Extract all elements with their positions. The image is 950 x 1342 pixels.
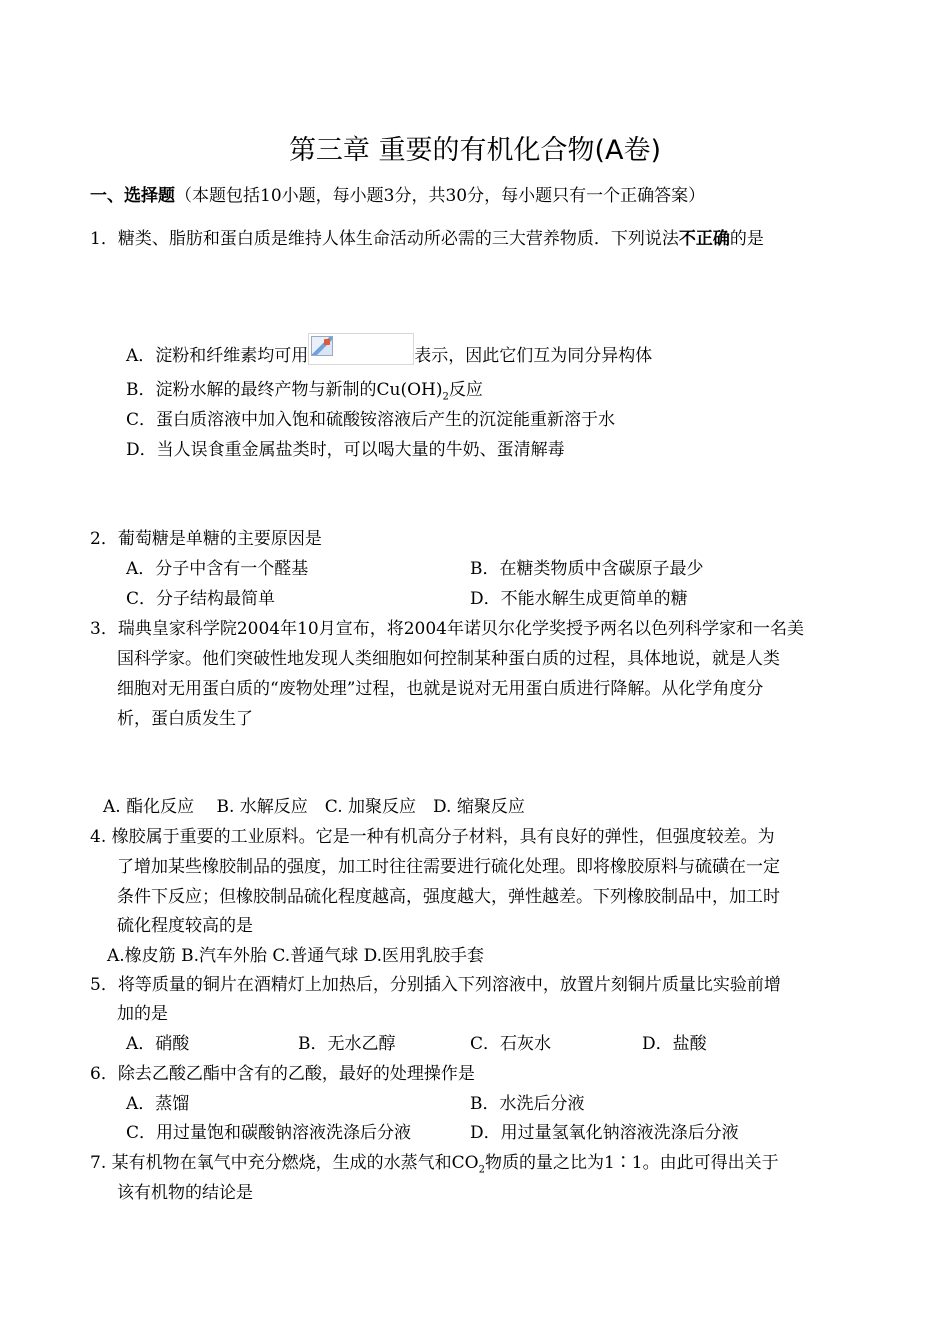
q5-option-b: B．无水乙醇 [298, 1034, 396, 1054]
q3-line-2: 国科学家。他们突破性地发现人类细胞如何控制某种蛋白质的过程，具体地说，就是人类 [117, 649, 780, 669]
q5-option-d: D．盐酸 [642, 1034, 707, 1054]
q6-option-b: B．水洗后分液 [470, 1094, 585, 1114]
q3-line-1: 3．瑞典皇家科学院2004年10月宣布，将2004年诺贝尔化学奖授予两名以色列科学家和一名美 [90, 619, 804, 639]
section-note: （本题包括10小题，每小题3分，共30分，每小题只有一个正确答案） [175, 186, 706, 206]
q5-option-a: A．硝酸 [126, 1034, 190, 1054]
q4-options: A.橡皮筋 B.汽车外胎 C.普通气球 D.医用乳胶手套 [107, 946, 485, 966]
q6-option-a: A．蒸馏 [126, 1094, 190, 1114]
q4-line-2: 了增加某些橡胶制品的强度，加工时往往需要进行硫化处理。即将橡胶原料与硫磺在一定 [117, 857, 780, 877]
q2-option-a: A．分子中含有一个醛基 [126, 559, 309, 579]
q5-line-1: 5．将等质量的铜片在酒精灯上加热后，分别插入下列溶液中，放置片刻铜片质量比实验前增 [90, 975, 781, 995]
q3-options: A. 酯化反应 B. 水解反应 C. 加聚反应 D. 缩聚反应 [103, 797, 525, 817]
q5-option-c: C．石灰水 [470, 1034, 552, 1054]
q6-option-d: D．用过量氢氧化钠溶液洗涤后分液 [470, 1123, 739, 1143]
section-label: 一、选择题 [90, 186, 175, 206]
q1-option-b: B．淀粉水解的最终产物与新制的$Cu(OH)_2$反应 [126, 380, 483, 403]
page-title: 第三章 重要的有机化合物(A卷) [288, 135, 662, 166]
q1-stem: 1．糖类、脂肪和蛋白质是维持人体生命活动所必需的三大营养物质．下列说法不正确的是 [90, 229, 764, 249]
section-heading [90, 186, 705, 206]
q7-line-2: 该有机物的结论是 [117, 1183, 253, 1203]
q3-line-4: 析，蛋白质发生了 [117, 709, 253, 729]
q4-line-1: 4. 橡胶属于重要的工业原料。它是一种有机高分子材料，具有良好的弹性，但强度较差。为 [90, 827, 775, 847]
broken-image-icon [308, 333, 414, 365]
q2-option-b: B．在糖类物质中含碳原子最少 [470, 559, 704, 579]
q4-line-3: 条件下反应；但橡胶制品硫化程度越高，强度越大，弹性越差。下列橡胶制品中，加工时 [117, 887, 780, 907]
q6-option-c: C．用过量饱和碳酸钠溶液洗涤后分液 [126, 1123, 412, 1143]
q4-line-4: 硫化程度较高的是 [117, 916, 253, 936]
q2-stem: 2．葡萄糖是单糖的主要原因是 [90, 529, 322, 549]
q2-option-d: D．不能水解生成更简单的糖 [470, 589, 688, 609]
q3-line-3: 细胞对无用蛋白质的“废物处理”过程，也就是说对无用蛋白质进行降解。从化学角度分 [117, 679, 764, 699]
q1-option-a: A．淀粉和纤维素均可用 表示，因此它们互为同分异构体 [126, 333, 652, 366]
q6-stem: 6．除去乙酸乙酯中含有的乙酸，最好的处理操作是 [90, 1064, 475, 1084]
q2-option-c: C．分子结构最简单 [126, 589, 276, 609]
q1-stem-emphasis: 不正确 [678, 229, 730, 249]
q1-option-d: D．当人误食重金属盐类时，可以喝大量的牛奶、蛋清解毒 [126, 440, 565, 460]
q1-option-c: C．蛋白质溶液中加入饱和硫酸铵溶液后产生的沉淀能重新溶于水 [126, 410, 616, 430]
q7-line-1: 7. 某有机物在氧气中充分燃烧，生成的水蒸气和$CO_2$物质的量之比为1∶1。由此可得出关于 [90, 1153, 779, 1176]
q5-line-2: 加的是 [117, 1004, 168, 1024]
